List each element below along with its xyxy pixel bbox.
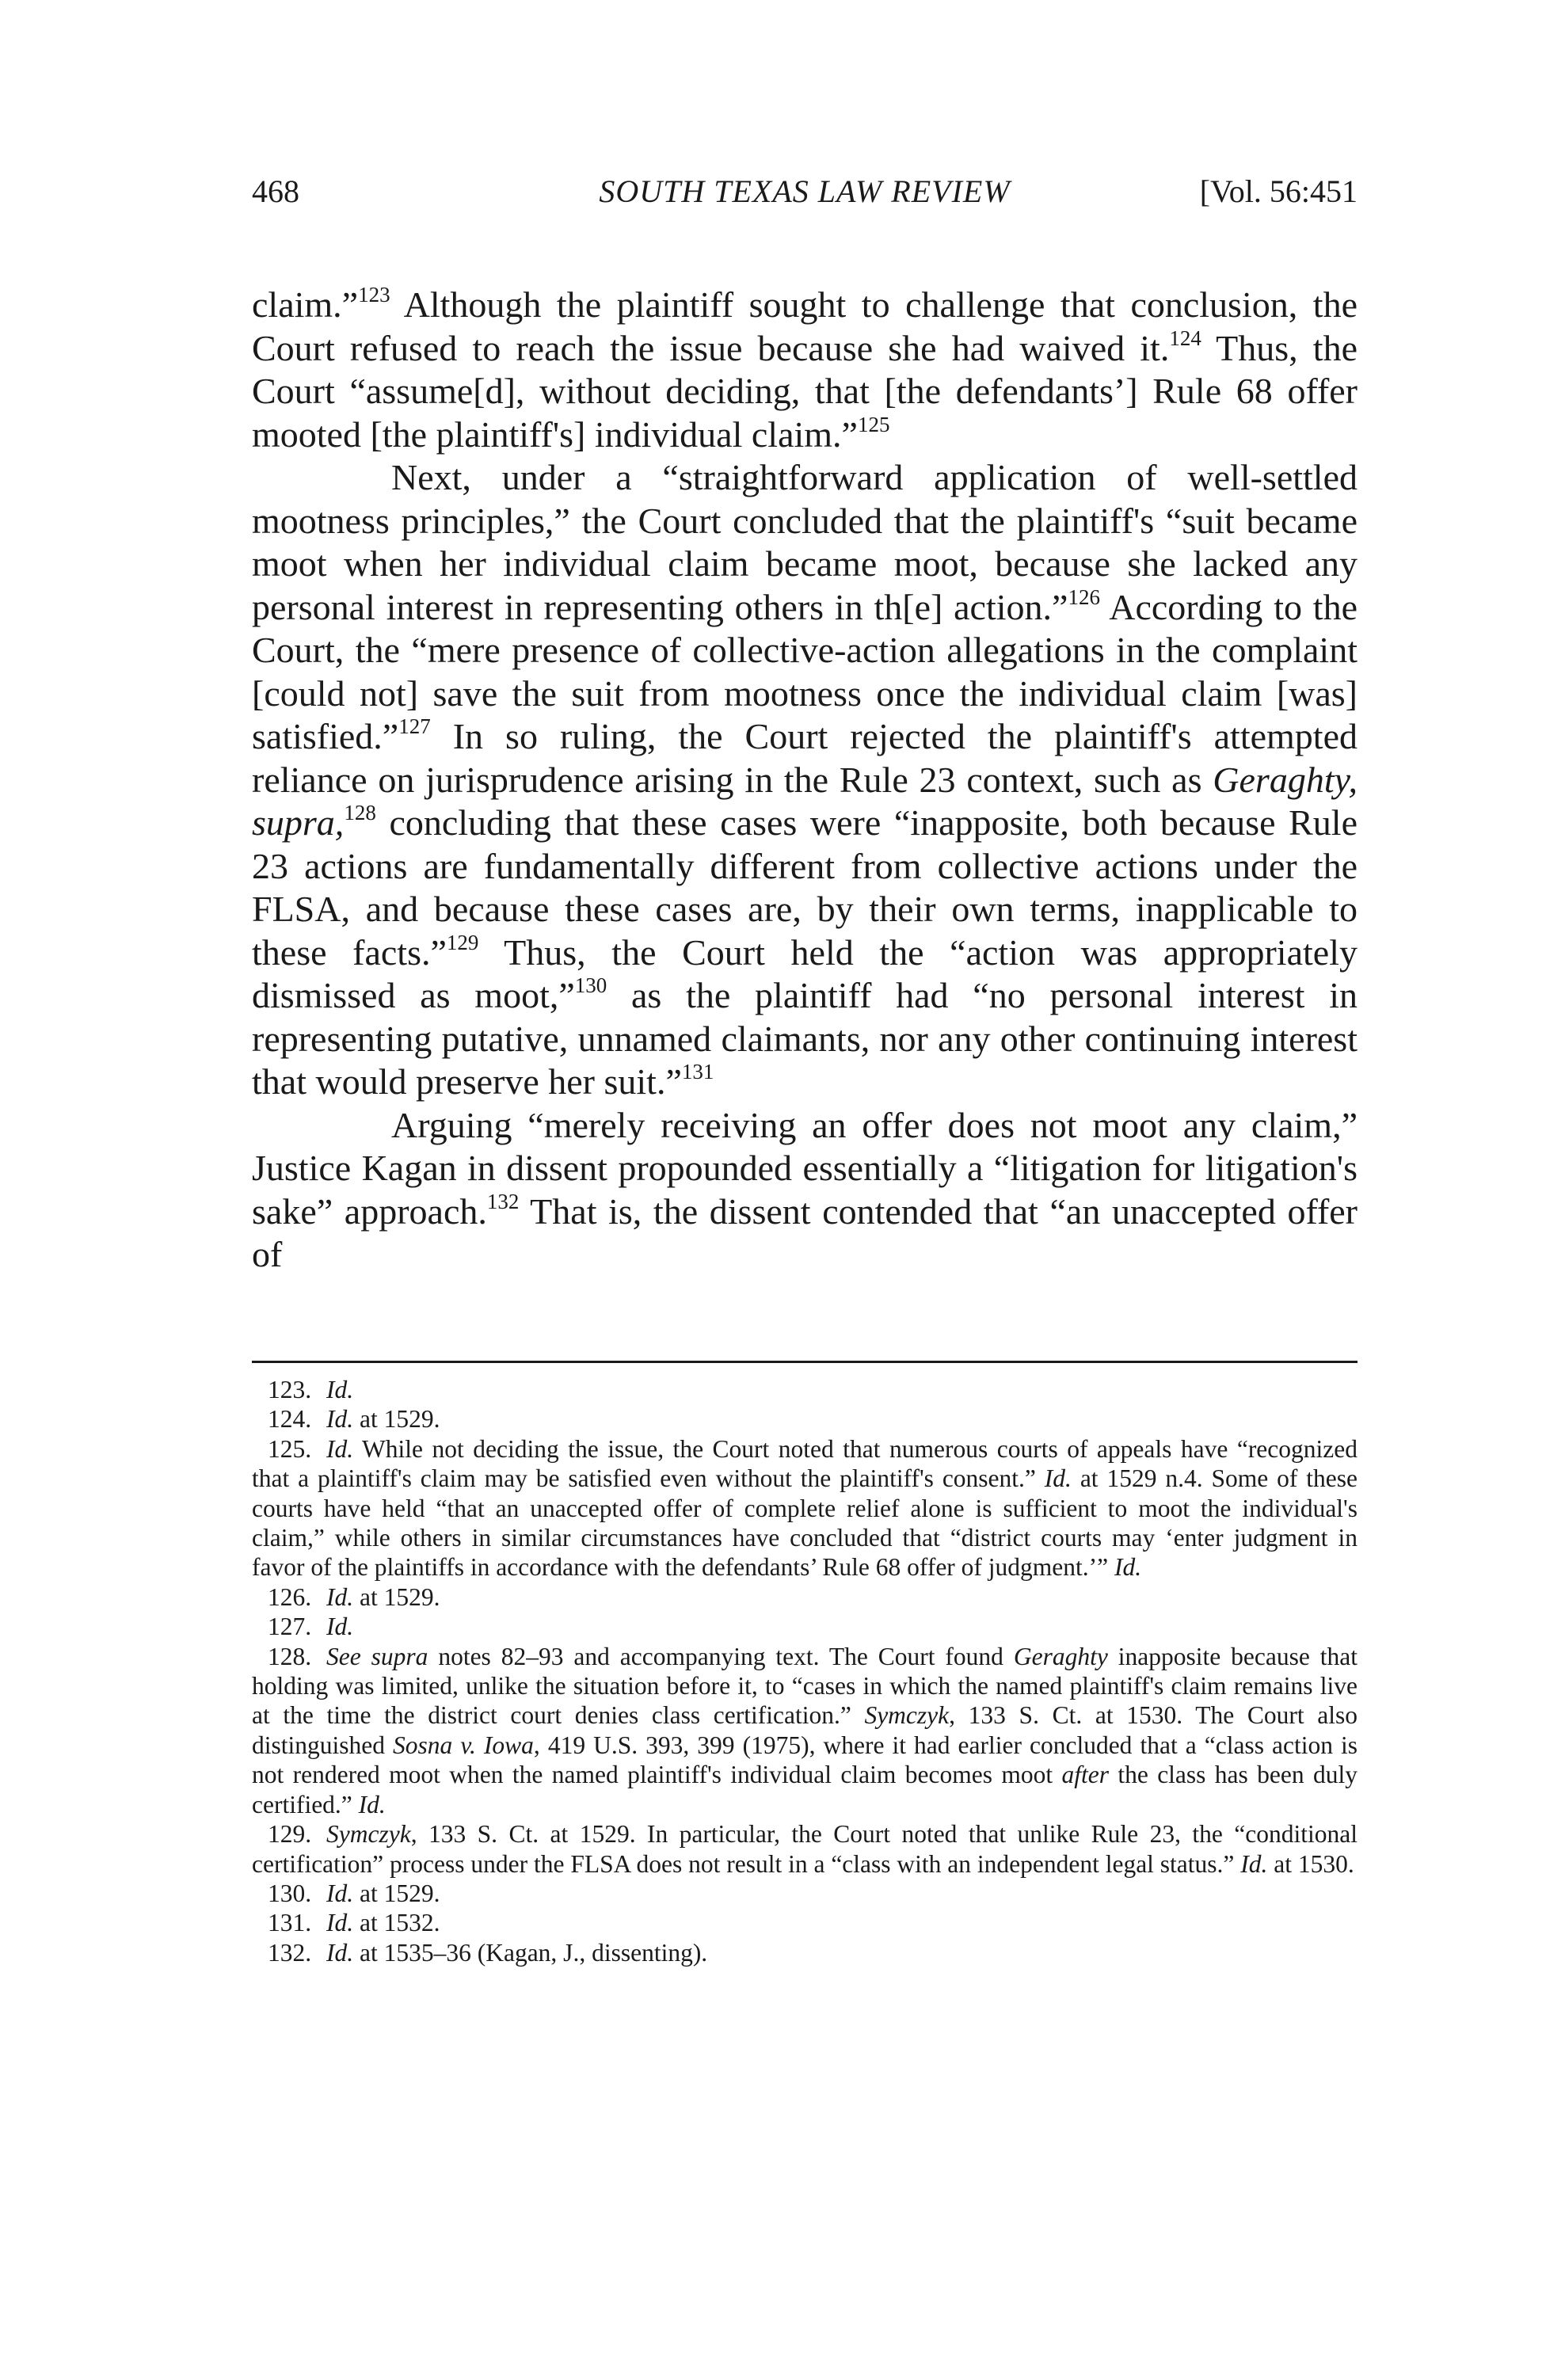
footnote-129 xyxy=(252,1819,1358,1879)
footnote-text: at 1529. xyxy=(353,1582,440,1611)
case-name: Geraghty, supra, xyxy=(252,759,1358,843)
footnotes xyxy=(252,1375,1358,1967)
citation-signal: Id. xyxy=(1240,1849,1268,1878)
paragraph-1 xyxy=(252,284,1358,456)
case-name: Symczyk xyxy=(326,1820,411,1849)
footnote-text: at 1529. xyxy=(353,1879,440,1907)
emphasis: after xyxy=(1061,1761,1109,1789)
footnote-number: 129. xyxy=(268,1820,312,1849)
footnote-text: at 1530. xyxy=(1267,1849,1354,1878)
footnote-number: 130. xyxy=(268,1879,312,1907)
footnote-text: at 1532. xyxy=(353,1909,440,1937)
journal-title: SOUTH TEXAS LAW REVIEW xyxy=(599,173,1011,209)
paragraph-3 xyxy=(252,1104,1358,1277)
citation-signal: Id. xyxy=(326,1434,354,1463)
footnote-text: at 1535–36 (Kagan, J., dissenting). xyxy=(353,1938,708,1967)
footnote-132 xyxy=(252,1938,1358,1967)
footnote-ref-131[interactable]: 131 xyxy=(681,1060,714,1083)
citation-signal: Id. xyxy=(358,1790,386,1818)
footnote-number: 131. xyxy=(268,1909,312,1937)
volume-citation: [Vol. 56:451 xyxy=(1199,173,1358,209)
citation-signal: Id. xyxy=(326,1938,354,1967)
citation-signal: Id. xyxy=(1114,1553,1142,1582)
text-segment: concluding that these cases were “inapposite, both because Rule 23 actions are fundamentally different from collective actions under the FLSA, and because these cases are, by their own terms, inapplicable to these facts.” xyxy=(252,802,1358,973)
footnote-124 xyxy=(252,1404,1358,1434)
footnote-text: , 133 S. Ct. at 1530. The Court also distinguished xyxy=(252,1701,1358,1759)
running-header xyxy=(252,168,1358,215)
footnote-number: 126. xyxy=(268,1582,312,1611)
footnote-ref-125[interactable]: 125 xyxy=(857,412,890,436)
text-segment: According to the Court, the “mere presence of collective-action allegations in the complaint [could not] save the suit from mootness once the individual claim [was] satisfied.” xyxy=(252,586,1358,756)
citation-signal: Id. xyxy=(326,1376,354,1403)
footnote-ref-128[interactable]: 128 xyxy=(344,801,376,824)
footnote-125 xyxy=(252,1434,1358,1582)
footnote-ref-130[interactable]: 130 xyxy=(574,973,607,997)
footnote-ref-126[interactable]: 126 xyxy=(1068,585,1100,609)
text-segment: That is, the dissent contended that “an unaccepted offer of xyxy=(252,1190,1358,1274)
footnote-ref-123[interactable]: 123 xyxy=(358,283,390,307)
footnote-text: , 133 S. Ct. at 1529. In particular, the Court noted that unlike Rule 23, the “conditional certification” process under the FLSA does not result in a “class with an independent legal status.” xyxy=(252,1820,1358,1878)
case-name: Geraghty xyxy=(1013,1642,1108,1670)
text-segment: as the plaintiff had “no personal interest in representing putative, unnamed claimants, nor any other continuing interest that would preserve her suit.” xyxy=(252,975,1358,1102)
footnote-131 xyxy=(252,1908,1358,1937)
footnote-number: 128. xyxy=(268,1642,312,1670)
text-segment: Next, under a “straightforward application of well-settled mootness principles,” the Court concluded that the plaintiff's “suit became moot when her individual claim became moot, because she lacked any personal interest in representing others in th[e] action.” xyxy=(252,457,1358,627)
citation-signal: Id. xyxy=(1044,1464,1072,1493)
case-name: Symczyk xyxy=(864,1701,950,1730)
footnote-number: 124. xyxy=(268,1405,312,1434)
footnote-text: at 1529 n.4. Some of these courts have held “that an unaccepted offer of complete relief alone is sufficient to moot the individual's claim,” while others in similar circumstances have concluded that “district courts may ‘enter judgment in favor of the plaintiffs in accordance with the defendants’ Rule 68 offer of judgment.’” xyxy=(252,1464,1358,1582)
text-segment: In so ruling, the Court rejected the plaintiff's attempted reliance on jurisprudence arising in the Rule 23 context, such as xyxy=(252,716,1358,800)
footnote-text: inapposite because that holding was limited, unlike the situation before it, to “cases in which the named plaintiff's claim remains live at the time the district court denies class certification.” xyxy=(252,1642,1358,1730)
citation-signal: See supra xyxy=(326,1642,428,1670)
text-segment: Although the plaintiff sought to challenge that conclusion, the Court refused to reach the issue because she had waived it. xyxy=(252,284,1358,368)
case-name: Sosna v. Iowa xyxy=(393,1731,534,1759)
citation-signal: Id. xyxy=(326,1613,354,1641)
main-text xyxy=(252,284,1358,1277)
footnote-130 xyxy=(252,1879,1358,1908)
footnote-text: at 1529. xyxy=(353,1405,440,1434)
footnote-123 xyxy=(252,1375,1358,1404)
footnote-number: 132. xyxy=(268,1938,312,1967)
footnote-ref-132[interactable]: 132 xyxy=(486,1189,520,1213)
text-segment: Thus, the Court held the “action was appropriately dismissed as moot,” xyxy=(252,931,1358,1015)
footnote-text: While not deciding the issue, the Court noted that numerous courts of appeals have “recognized that a plaintiff's claim may be satisfied even without the plaintiff's consent.” xyxy=(252,1434,1358,1493)
page-number: 468 xyxy=(252,173,299,209)
text-segment: Thus, the Court “assume[d], without deciding, that [the defendants’] Rule 68 offer mooted [the plaintiff's] individual claim.” xyxy=(252,327,1358,455)
footnote-text: notes 82–93 and accompanying text. The Court found xyxy=(428,1642,1014,1670)
text-segment: Arguing “merely receiving an offer does not moot any claim,” Justice Kagan in dissent propounded essentially a “litigation for litigation's sake” approach. xyxy=(252,1104,1358,1232)
footnote-number: 123. xyxy=(268,1376,312,1403)
footnote-text: , 419 U.S. 393, 399 (1975), where it had earlier concluded that a “class action is not rendered moot when the named plaintiff's individual claim becomes moot xyxy=(252,1731,1358,1789)
footnote-126 xyxy=(252,1582,1358,1612)
footnote-text: the class has been duly certified.” xyxy=(252,1761,1358,1818)
footnote-127 xyxy=(252,1612,1358,1641)
citation-signal: Id. xyxy=(326,1405,354,1434)
footnote-128 xyxy=(252,1642,1358,1819)
text-segment: claim.” xyxy=(252,284,359,325)
footnote-ref-127[interactable]: 127 xyxy=(398,714,431,738)
footnote-number: 127. xyxy=(268,1613,312,1641)
footnote-ref-129[interactable]: 129 xyxy=(446,930,479,954)
footnote-number: 125. xyxy=(268,1434,312,1463)
paragraph-2 xyxy=(252,456,1358,1104)
footnote-ref-124[interactable]: 124 xyxy=(1169,326,1201,350)
citation-signal: Id. xyxy=(326,1879,354,1907)
citation-signal: Id. xyxy=(326,1909,354,1937)
footnote-divider xyxy=(252,1361,1358,1363)
citation-signal: Id. xyxy=(326,1582,354,1611)
